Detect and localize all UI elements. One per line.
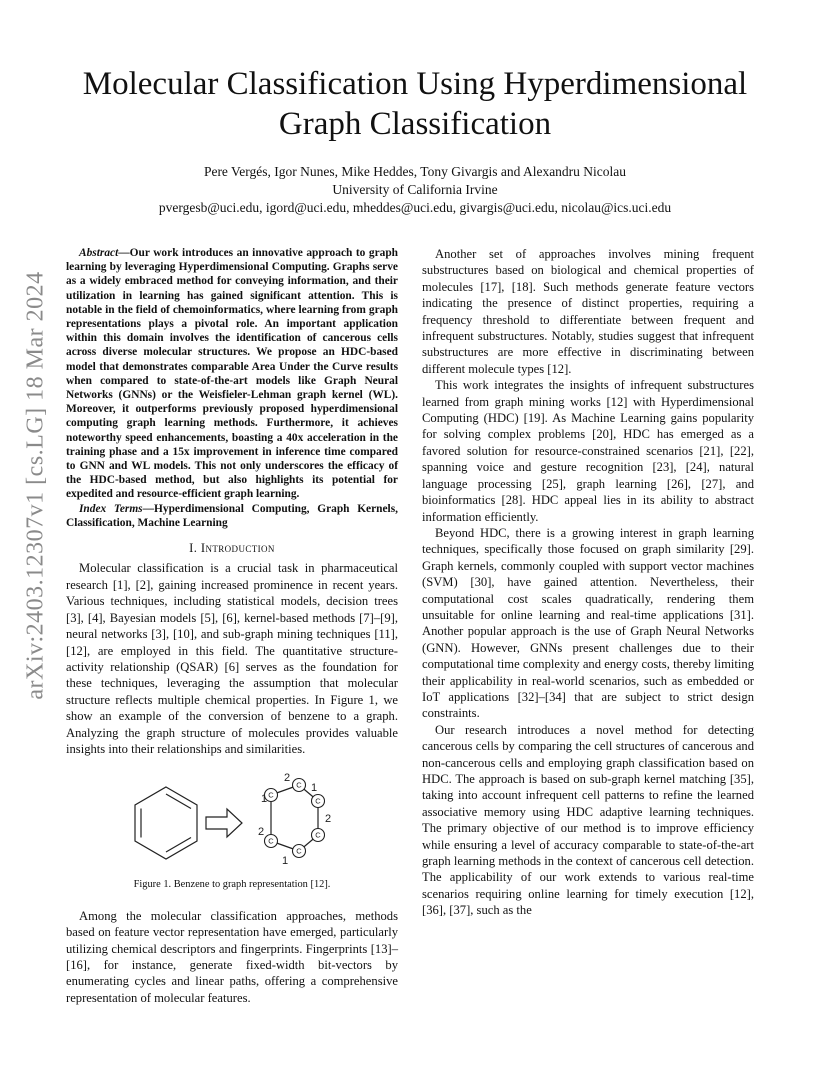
intro-paragraph-1: Molecular classification is a crucial task in pharmaceutical research [1], [2], gaining increased prominence in recent years. Various techniques, including statistical models, decision trees [3], [4], Bayesian models [5], [6], kernel-based methods [7]–[9], neural networks [3], [10], and sub-graph mining techniques [11], [12], are employed in this field. The quantitative structure-activity relationship (QSAR) [6] serves as the foundation for these techniques, leveraging the assumption that molecular structure reflects multiple chemical properties. In Figure 1, we show an example of the conversion of benzene to a graph. Analyzing the graph structure of molecules provides valuable insights into their relationships and similarities.	[66, 561, 398, 756]
node-label: C	[315, 797, 321, 807]
paper-title	[70, 64, 760, 144]
figure-1-caption: Figure 1. Benzene to graph representation [12].	[133, 879, 331, 891]
right-column	[422, 246, 754, 919]
edge-label: 1	[310, 782, 318, 795]
right-paragraph-2: This work integrates the insights of infrequent substructures learned from graph mining works [12] with Hyperdimensional Computing (HDC) [19]. As Machine Learning gains popularity for solving complex problems [20], HDC has emerged as a favored solution for resource-constrained scenarios [21], [22], spanning voice and gesture recognition [23], [24], natural language processing [25], graph learning [26], [27], and bioinformatics [28]. HDC appeal lies in its ability to abstract information efficiently.	[422, 378, 754, 524]
arxiv-identifier[interactable]: arXiv:2403.12307v1 [cs.LG] 18 Mar 2024	[22, 270, 49, 700]
index-terms	[66, 502, 398, 530]
edge-label: 1	[281, 855, 289, 868]
right-paragraph-1: Another set of approaches involves mining frequent substructures based on biological and chemical properties of molecules [17], [18]. Such methods generate feature vectors indicating the presence of distinct properties, requiring a frequency threshold to differentiate between frequent and infrequent substructures. Notably, studies suggest that infrequent substructures are more effective in discriminating between different molecule types [12].	[422, 247, 754, 376]
graph-edges	[271, 785, 318, 851]
node-label: C	[268, 837, 274, 847]
arxiv-identifier-margin	[16, 270, 56, 700]
benzene-graph-figure	[66, 769, 398, 869]
conversion-arrow-icon	[206, 809, 242, 837]
title-line-2: Graph Classification	[278, 106, 552, 142]
affiliation: University of California Irvine	[332, 182, 498, 197]
edge-label: 2	[324, 813, 332, 826]
intro-paragraph-2: Among the molecular classification approaches, methods based on feature vector representation have emerged, particularly utilizing chemical descriptors and fingerprints. Fingerprints [13]–[16], for instance, generate fixed-width bit-vectors by enumerating cycles and linear paths, offering a comprehensive representation of molecular features.	[66, 908, 398, 1005]
author-block	[70, 163, 760, 217]
node-label: C	[296, 847, 302, 857]
edge-label: 1	[260, 793, 268, 806]
author-emails: pvergesb@uci.edu, igord@uci.edu, mheddes@uci.edu, givargis@uci.edu, nicolau@ics.uci.edu	[158, 200, 672, 215]
right-paragraph-4: Our research introduces a novel method for detecting cancerous cells by comparing the cell structures of cancerous and non-cancerous cells and employing graph classification based on HDC. The approach is based on sub-graph kernel matching [35], taking into account infrequent cell patterns to refine the learned associative memory using HDC adaptive learning techniques. The primary objective of our method is to improve efficiency while ensuring a level of accuracy comparable to state-of-the-art graph learning methods in the context of cancerous cell detection. The applicability of our work extends to various real-time scenarios requiring online learning for timely execution [12], [36], [37], such as the	[422, 722, 754, 918]
left-column	[66, 246, 398, 1006]
benzene-ring-icon	[135, 787, 197, 859]
title-line-1: Molecular Classification Using Hyperdimensional	[82, 66, 748, 102]
node-label: C	[315, 831, 321, 841]
node-label: C	[296, 781, 302, 791]
right-paragraph-3: Beyond HDC, there is a growing interest in graph learning techniques, specifically those focused on graph similarity [29]. Graph kernels, commonly coupled with support vector machines (SVM) [30], have gained attention. Nevertheless, their computational cost scales quadratically, rendering them unsuitable for online learning and real-time applications [31]. Another popular approach is the use of Graph Neural Networks (GNN). However, GNNs present challenges due to their computational time complexity and energy costs, thereby limiting their applicability in real-world scenarios, such as embedded or IoT applications [32]–[34] that are subject to strict design constraints.	[422, 525, 754, 721]
node-label: C	[268, 791, 274, 801]
abstract-lead: Abstract	[79, 247, 119, 259]
edge-label: 2	[283, 772, 291, 785]
author-names: Pere Vergés, Igor Nunes, Mike Heddes, Tony Givargis and Alexandru Nicolau	[203, 164, 627, 179]
abstract	[66, 246, 398, 502]
section-heading-introduction: I. Introduction	[189, 541, 275, 556]
index-terms-text: —Hyperdimensional Computing, Graph Kernels, Classification, Machine Learning	[66, 502, 398, 529]
figure-1	[66, 769, 398, 869]
abstract-text: —Our work introduces an innovative approach to graph learning by leveraging Hyperdimensional Computing. Graphs serve as a widely embraced method for conveying information, and their utilization in learning has gained significant attention. This is notable in the field of chemoinformatics, where learning from graph representations plays a pivotal role. An important application within this domain involves the identification of cancerous cells across diverse molecular structures. We propose an HDC-based model that demonstrates comparable Area Under the Curve results when compared to state-of-the-art models like Graph Neural Networks (GNNs) or the Weisfieler-Lehman graph kernel (WL). Moreover, it outperforms previously proposed hyperdimensional computing graph learning methods. Furthermore, it achieves noteworthy speed enhancements, boasting a 40x acceleration in the training phase and a 15x improvement in inference time compared to GNN and WL models. This not only underscores the efficacy of the HDC-based method, but also highlights its potential for expedited and resource-efficient graph learning.	[66, 247, 398, 501]
edge-label: 2	[257, 826, 265, 839]
index-terms-lead: Index Terms	[79, 502, 143, 515]
